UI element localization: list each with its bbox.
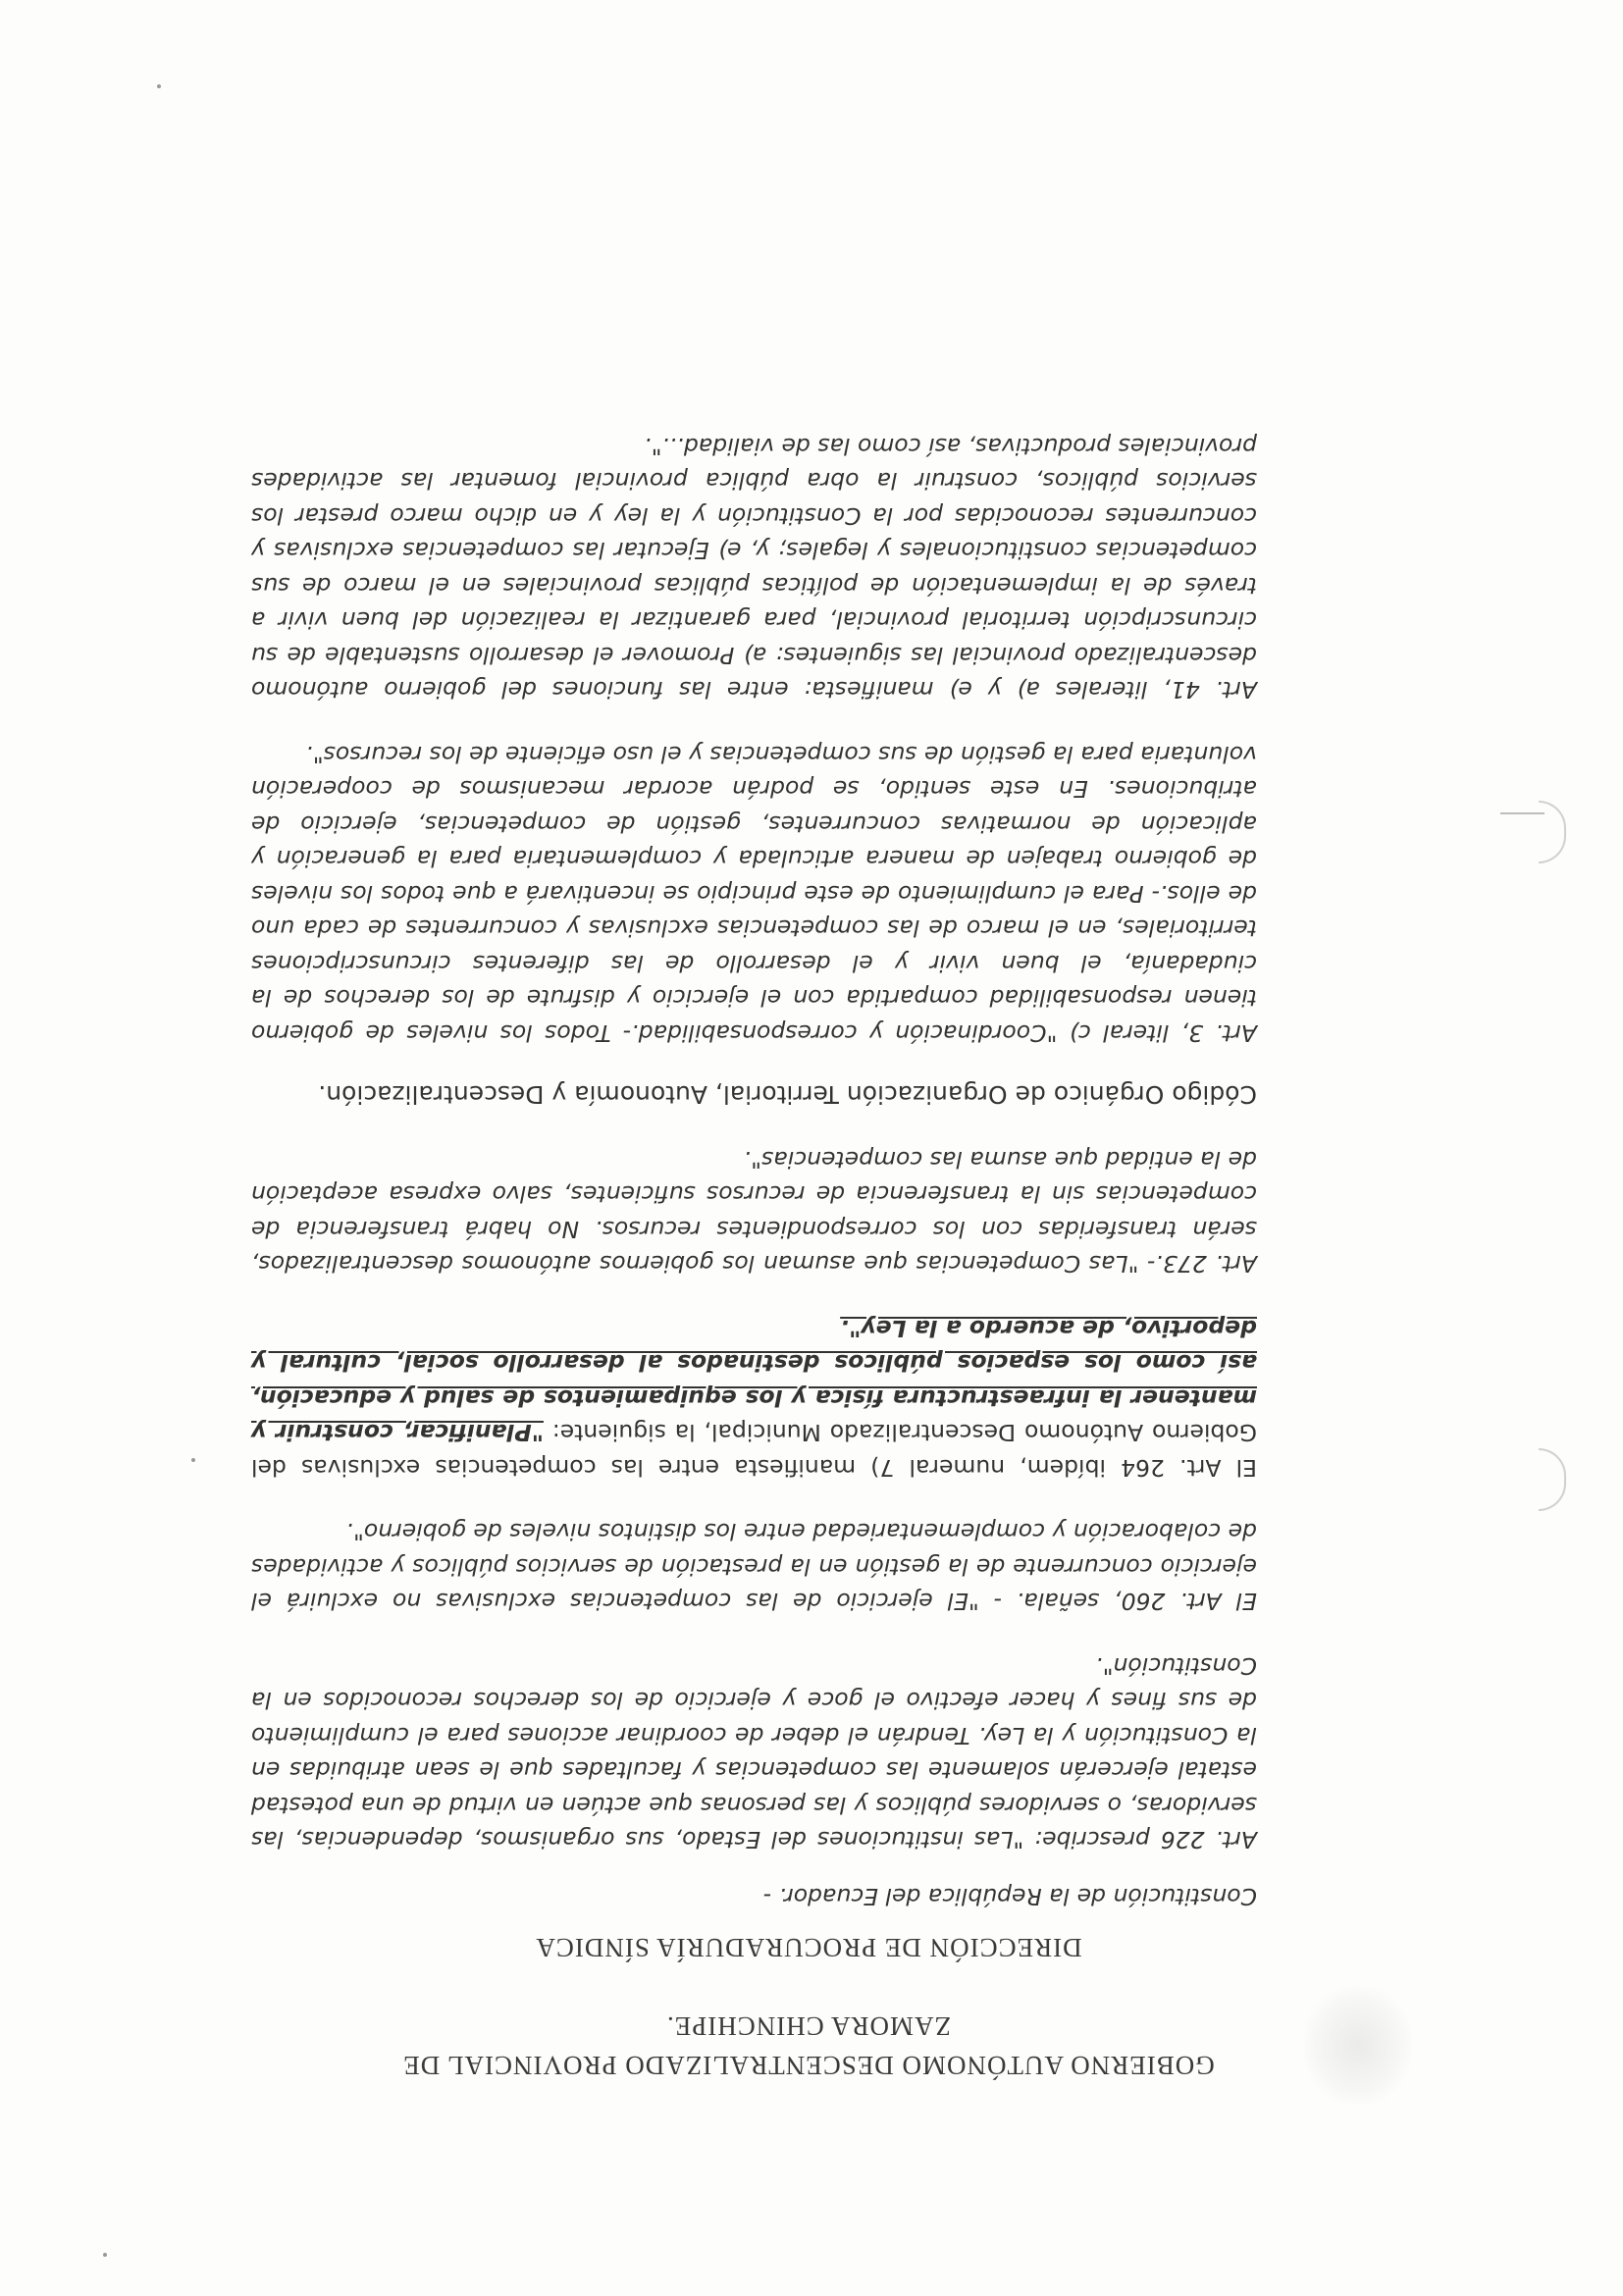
scan-speck bbox=[157, 84, 161, 88]
punch-hole-mark-top bbox=[1539, 1448, 1566, 1511]
article-3-text: Art. 3, literal c) "Coordinación y corresponsabilidad.- Todos los niveles de gobierno tienen responsabilidad compartida con el ejercicio y disfrute de los derechos de la ciudadanía, el buen vivir y el desarrollo de las diferentes circunscripciones territoriales, en el marco de las competencias exclusivas y concurrentes de cada uno de ellos.- Para el cumplimiento de este principio se incentivará a que todos los niveles de gobierno trabajen de manera articulada y complementaria para la generación y aplicación de normativas concurrentes, gestión de competencias, ejercicio de atribuciones. En este sentido, se podrán acordar mecanismos de cooperación voluntaria para la gestión de sus competencias y el uso eficiente de los recursos". bbox=[251, 741, 1257, 1047]
article-226 bbox=[251, 1648, 1257, 1857]
article-226-text: Art. 226 prescribe: "Las instituciones del Estado, sus organismos, dependencias, las servidoras, o servidores públicos y las personas que actúen en virtud de una potestad estatal ejercerán solamente las competencias y facultades que le sean atribuidas en la Constitución y la Ley. Tendrán el deber de coordinar acciones para el cumplimiento de sus fines y hacer efectivo el goce y ejercicio de los derechos reconocidos en la Constitución". bbox=[251, 1652, 1257, 1854]
cootad-heading: Código Orgánico de Organización Territorial, Autonomía y Descentralización. bbox=[318, 1080, 1257, 1110]
margin-dash-mark bbox=[1500, 812, 1544, 814]
office-name: DIRECCIÓN DE PROCURADURÍA SÍNDICA bbox=[535, 1933, 1082, 1962]
article-41 bbox=[251, 429, 1257, 707]
constitution-heading: Constitución de la República del Ecuador. - bbox=[762, 1883, 1257, 1910]
article-3 bbox=[251, 737, 1257, 1051]
document-body bbox=[251, 399, 1257, 1914]
article-264-quote: "Planificar, construir y mantener la infraestructura física y los equipamientos de salud y educación, así como los espacios públicos destinados al desarrollo social, cultural y deportivo, de acuerdo a la Ley". bbox=[250, 1315, 1257, 1447]
institution-name-line2: ZAMORA CHINCHIPE. bbox=[665, 2011, 952, 2041]
article-260-text: El Art. 260, señala. - "El ejercicio de las competencias exclusivas no excluirá el ejercicio concurrente de la gestión en la prestación de servicios públicos y actividades de colaboración y complementariedad entre los distintos niveles de gobierno". bbox=[251, 1518, 1257, 1616]
institution-seal-watermark bbox=[1304, 1987, 1412, 2105]
article-273 bbox=[251, 1142, 1257, 1281]
article-264-intro: El Art. 264 ibídem, numeral 7) manifiesta entre las competencias exclusivas del Gobierno Autónomo Descentralizado Municipal, la siguiente: bbox=[251, 1419, 1257, 1482]
letterhead bbox=[318, 1928, 1299, 2085]
article-41-text: Art. 41, literales a) y e) manifiesta: entre las funciones del gobierno autónomo descentralizado provincial las siguientes: a) Promover el desarrollo sustentable de su circunscripción territorial provincial, para garantizar la realización del buen vivir a través de la implementación de políticas públicas provinciales en el marco de sus competencias constitucionales y legales; y, e) Ejecutar las competencias exclusivas y concurrentes reconocidas por la Constitución y la ley y en dicho marco prestar los servicios públicos, construir la obra pública provincial fomentar las actividades provinciales productivas, así como las de vialidad...". bbox=[251, 433, 1257, 704]
scan-speck bbox=[103, 2253, 107, 2257]
institution-name-line1: GOBIERNO AUTÓNOMO DESCENTRALIZADO PROVINCIAL DE bbox=[402, 2051, 1215, 2080]
punch-hole-mark-bottom bbox=[1539, 801, 1566, 863]
scan-speck bbox=[191, 1458, 195, 1462]
article-260 bbox=[251, 1514, 1257, 1619]
article-264 bbox=[251, 1311, 1257, 1486]
article-273-text: Art. 273.- "Las Competencias que asuman los gobiernos autónomos descentralizados, serán transferidas con los correspondientes recursos. No habrá transferencia de competencias sin la transferencia de recursos suficientes, salvo expresa aceptación de la entidad que asuma las competencias". bbox=[251, 1146, 1257, 1278]
